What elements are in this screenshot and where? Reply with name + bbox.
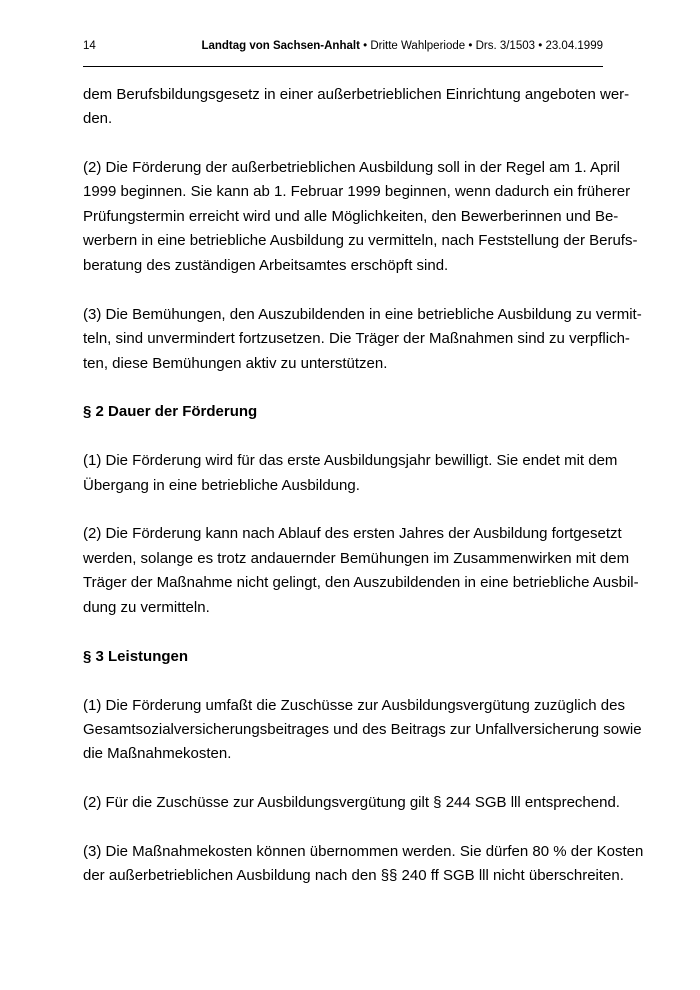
section-heading: § 3 Leistungen <box>83 648 189 665</box>
text-line: die Maßnahmekosten. <box>83 745 232 762</box>
header-title <box>201 40 603 52</box>
text-line: (2) Für die Zuschüsse zur Ausbildungsvergütung gilt § 244 SGB lll entsprechend. <box>83 794 620 811</box>
text-line: Übergang in eine betriebliche Ausbildung. <box>83 477 360 494</box>
text-line: Gesamtsozialversicherungsbeitrages und des Beitrags zur Unfallversicherung sowie <box>83 721 642 738</box>
text-line: werbern in eine betriebliche Ausbildung zu vermitteln, nach Feststellung der Berufs- <box>83 232 638 249</box>
parliament-name: Landtag von Sachsen-Anhalt <box>201 40 360 52</box>
text-line: (1) Die Förderung wird für das erste Ausbildungsjahr bewilligt. Sie endet mit dem <box>83 452 618 469</box>
page-header <box>83 40 603 62</box>
section-heading: § 2 Dauer der Förderung <box>83 403 258 420</box>
text-line: den. <box>83 110 113 127</box>
legislative-period: Dritte Wahlperiode <box>370 40 466 52</box>
text-line: teln, sind unvermindert fortzusetzen. Die Träger der Maßnahmen sind zu verpflich- <box>83 330 630 347</box>
text-line: werden, solange es trotz andauernder Bemühungen im Zusammenwirken mit dem <box>83 550 630 567</box>
text-line: dem Berufsbildungsgesetz in einer außerbetrieblichen Einrichtung angeboten wer- <box>83 86 630 103</box>
separator: • <box>535 40 546 52</box>
text-line: Prüfungstermin erreicht wird und alle Möglichkeiten, den Bewerberinnen und Be- <box>83 208 619 225</box>
separator: • <box>359 40 371 52</box>
document-number: Drs. 3/1503 <box>475 40 536 52</box>
text-line: Träger der Maßnahme nicht gelingt, den Auszubildenden in eine betriebliche Ausbil- <box>83 574 639 591</box>
text-line: der außerbetrieblichen Ausbildung nach den §§ 240 ff SGB lll nicht überschreiten. <box>83 867 624 884</box>
separator: • <box>465 40 476 52</box>
document-date: 23.04.1999 <box>545 40 603 52</box>
page-number: 14 <box>83 40 96 52</box>
text-line: (2) Die Förderung der außerbetrieblichen Ausbildung soll in der Regel am 1. April <box>83 159 620 176</box>
text-line: (1) Die Förderung umfaßt die Zuschüsse zur Ausbildungsvergütung zuzüglich des <box>83 697 625 714</box>
header-rule <box>83 66 603 67</box>
text-line: ten, diese Bemühungen aktiv zu unterstützen. <box>83 355 388 372</box>
text-line: 1999 beginnen. Sie kann ab 1. Februar 1999 beginnen, wenn dadurch ein früherer <box>83 183 631 200</box>
text-line: dung zu vermitteln. <box>83 599 210 616</box>
text-line: (3) Die Maßnahmekosten können übernommen werden. Sie dürfen 80 % der Kosten <box>83 843 644 860</box>
text-line: (3) Die Bemühungen, den Auszubildenden in eine betriebliche Ausbildung zu vermit- <box>83 306 642 323</box>
text-line: beratung des zuständigen Arbeitsamtes erschöpft sind. <box>83 257 449 274</box>
text-line: (2) Die Förderung kann nach Ablauf des ersten Jahres der Ausbildung fortgesetzt <box>83 525 622 542</box>
